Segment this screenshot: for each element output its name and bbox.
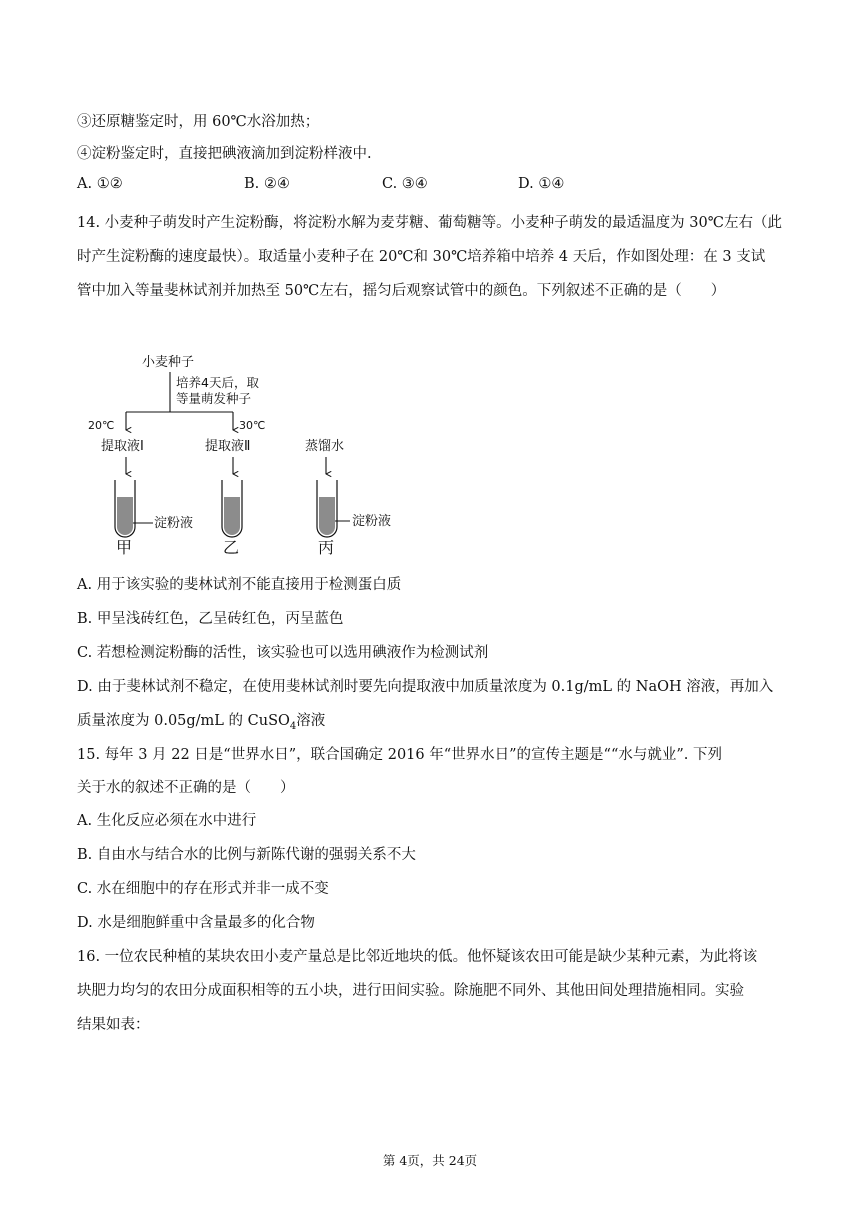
q14-option-d-subscript: 4 <box>289 720 297 732</box>
q15-stem-line-1: 15. 每年 3 月 22 日是“世界水日”，联合国确定 2016 年“世界水日”的宣传主题是““水与就业”. 下列 <box>77 747 723 763</box>
tube-jia-label: 甲 <box>116 538 133 557</box>
starch-label-1: 淀粉液 <box>154 516 194 531</box>
tube-jia-liquid <box>117 497 133 535</box>
q13-option-a: A. ①② <box>77 176 123 192</box>
page-footer: 第 4页，共 24页 <box>382 1153 478 1168</box>
tube-yi-label: 乙 <box>223 538 240 557</box>
q13-option-c: C. ③④ <box>382 176 428 192</box>
experiment-figure <box>88 350 406 560</box>
q15-option-d: D. 水是细胞鲜重中含量最多的化合物 <box>77 915 315 931</box>
q13-option-b: B. ②④ <box>244 176 290 192</box>
q15-option-c: C. 水在细胞中的存在形式并非一成不变 <box>77 881 329 897</box>
q15-option-a: A. 生化反应必须在水中进行 <box>77 813 257 829</box>
tube-bing-label: 丙 <box>318 538 335 557</box>
extract-2-label: 提取液Ⅱ <box>205 439 251 454</box>
culture-step-line-1: 培养4天后，取 <box>176 375 259 390</box>
seed-label: 小麦种子 <box>142 355 195 370</box>
temp-30-label: 30℃ <box>239 419 266 432</box>
q14-option-b: B. 甲呈浅砖红色，乙呈砖红色，丙呈蓝色 <box>77 611 344 627</box>
water-label: 蒸馏水 <box>305 439 345 454</box>
q14-option-d-text: 质量浓度为 0.05g/mL 的 CuSO <box>77 713 290 729</box>
q15-stem-line-2: 关于水的叙述不正确的是（ ） <box>77 780 295 796</box>
q16-stem-line-2: 块肥力均匀的农田分成面积相等的五小块，进行田间实验。除施肥不同外、其他田间处理措施相同。实验 <box>77 983 744 999</box>
culture-step-line-2: 等量萌发种子 <box>176 391 252 406</box>
q14-stem-line-1: 14. 小麦种子萌发时产生淀粉酶，将淀粉水解为麦芽糖、葡萄糖等。小麦种子萌发的最适温度为 30℃左右（此 <box>77 215 782 231</box>
q13-item-3: ③还原糖鉴定时，用 60℃水浴加热； <box>77 114 320 130</box>
q13-option-d: D. ①④ <box>518 176 565 192</box>
q14-stem-line-2: 时产生淀粉酶的速度最快）。取适量小麦种子在 20℃和 30℃培养箱中培养 4 天后，作如图处理：在 3 支试 <box>77 249 766 265</box>
tube-bing-liquid <box>319 497 335 535</box>
q16-stem-line-3: 结果如表： <box>77 1017 150 1033</box>
temp-20-label: 20℃ <box>88 419 115 432</box>
q14-stem-line-3: 管中加入等量斐林试剂并加热至 50℃左右，摇匀后观察试管中的颜色。下列叙述不正确的是（ ） <box>77 283 726 299</box>
q14-option-a: A. 用于该实验的斐林试剂不能直接用于检测蛋白质 <box>77 577 402 593</box>
q14-option-d-line-1: D. 由于斐林试剂不稳定，在使用斐林试剂时要先向提取液中加质量浓度为 0.1g/mL 的 NaOH 溶液，再加入 <box>77 679 774 695</box>
extract-1-label: 提取液Ⅰ <box>101 439 144 454</box>
tube-yi-liquid <box>224 497 240 535</box>
q15-option-b: B. 自由水与结合水的比例与新陈代谢的强弱关系不大 <box>77 847 416 863</box>
starch-label-2: 淀粉液 <box>352 514 392 529</box>
q13-item-4: ④淀粉鉴定时，直接把碘液滴加到淀粉样液中. <box>77 146 372 162</box>
q14-option-d-text-end: 溶液 <box>296 713 326 729</box>
q14-option-c: C. 若想检测淀粉酶的活性，该实验也可以选用碘液作为检测试剂 <box>77 645 489 661</box>
q16-stem-line-1: 16. 一位农民种植的某块农田小麦产量总是比邻近地块的低。他怀疑该农田可能是缺少某种元素，为此将该 <box>77 949 758 965</box>
q13-options <box>77 176 777 196</box>
q14-option-d-line-2 <box>77 711 325 737</box>
